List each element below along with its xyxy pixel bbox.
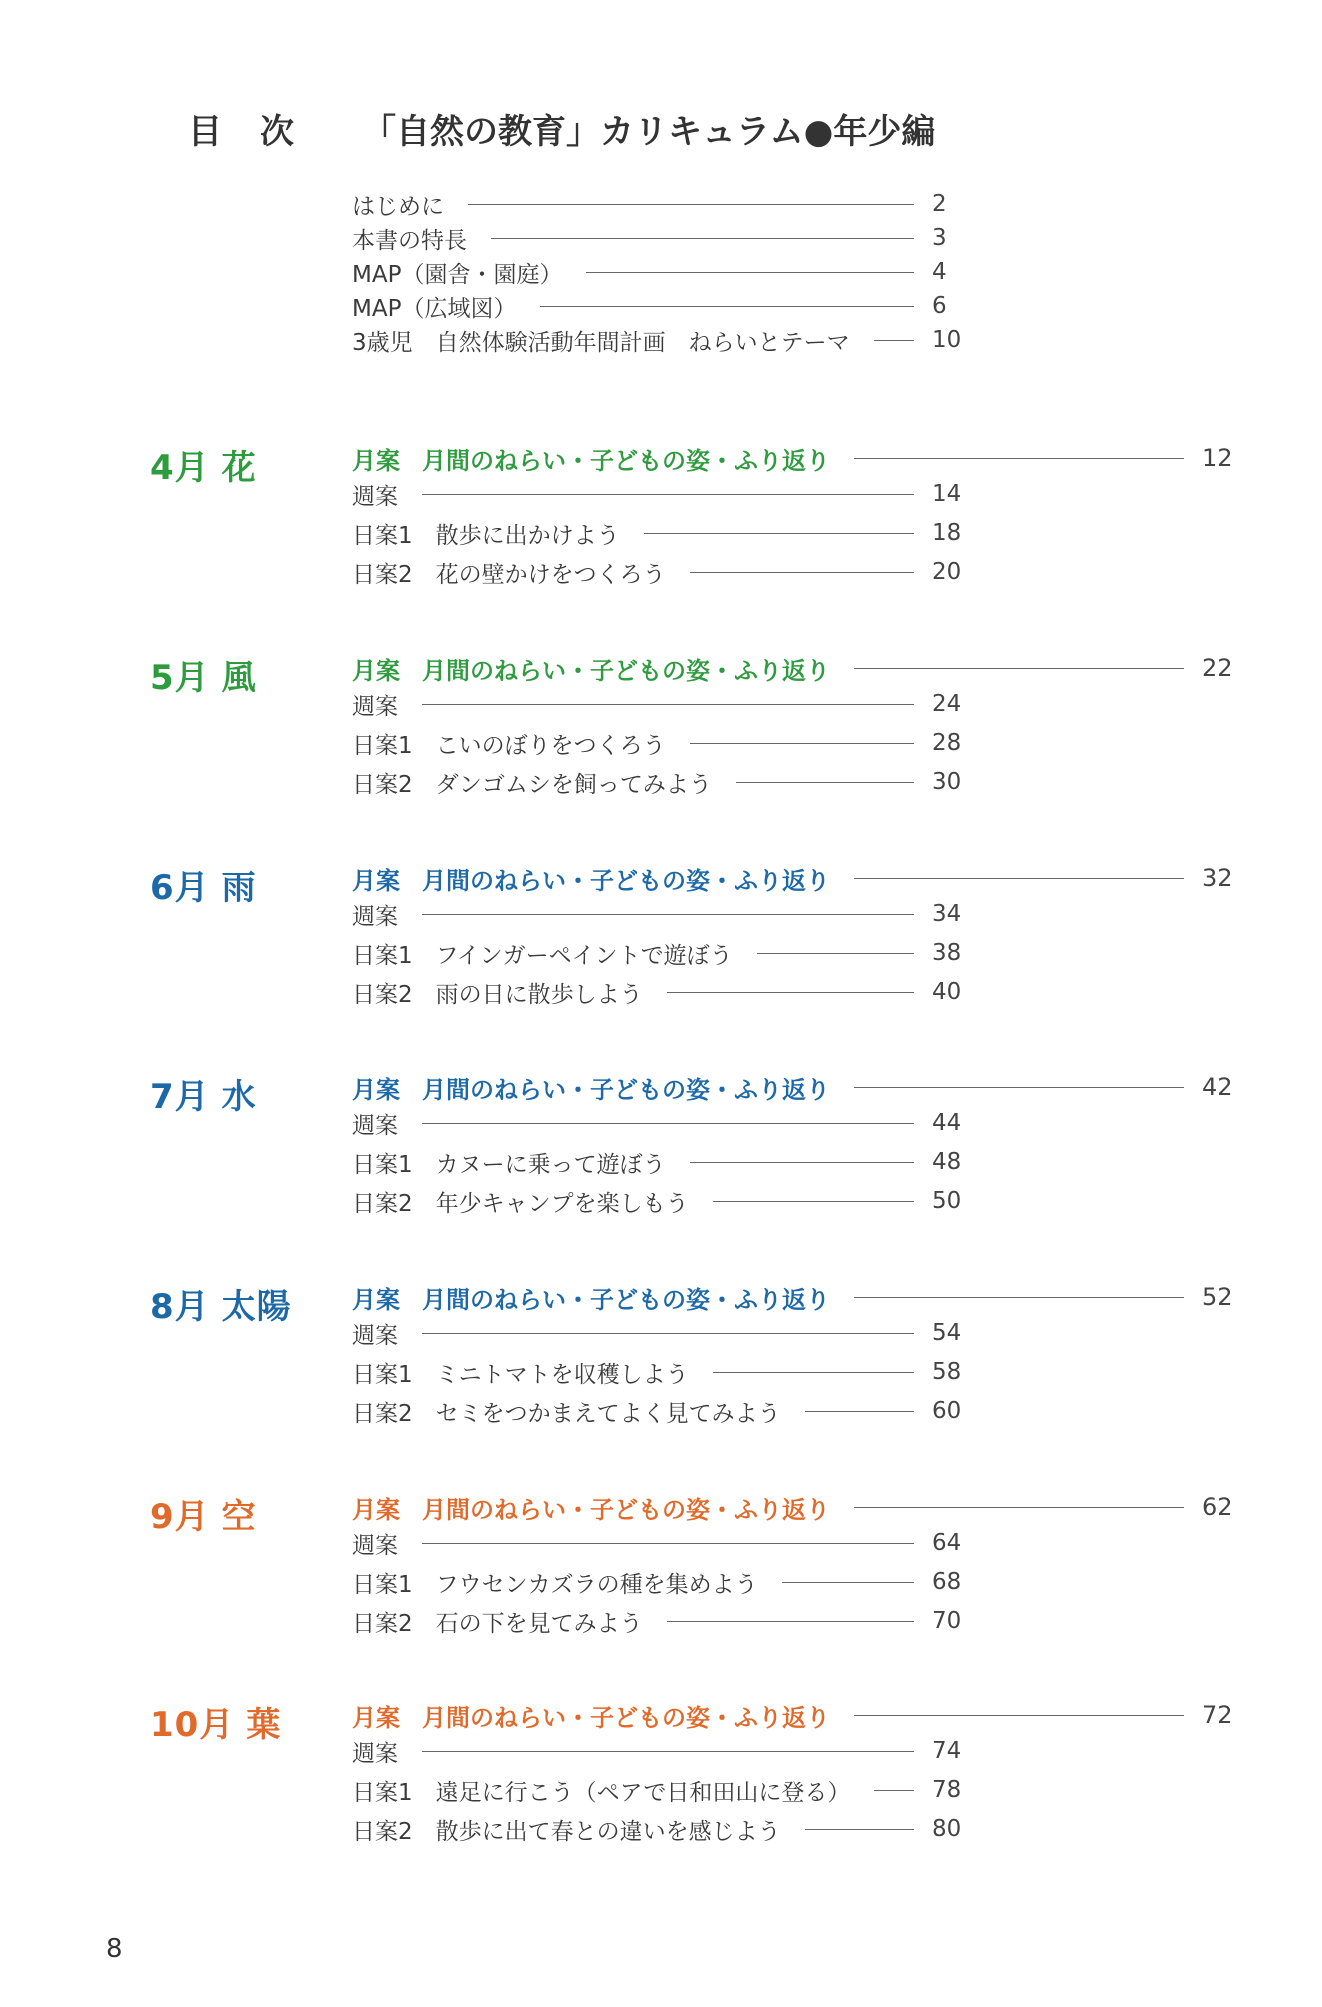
month-theme: 風: [221, 658, 257, 698]
monthly-plan-tag: 月案: [352, 1285, 400, 1314]
leader-line: [805, 1829, 914, 1830]
monthly-plan-tag: 月案: [352, 866, 400, 895]
leader-line: [805, 1411, 914, 1412]
month-theme: 太陽: [221, 1287, 292, 1327]
toc-entry[interactable]: [352, 325, 972, 355]
toc-entry-page: 80: [932, 1816, 962, 1842]
monthly-plan-entry[interactable]: [352, 653, 1242, 683]
leader-line: [422, 704, 914, 705]
toc-entry[interactable]: [352, 767, 972, 797]
month-heading: [150, 440, 257, 489]
toc-entry[interactable]: [352, 689, 972, 719]
monthly-plan-tag: 月案: [352, 1495, 400, 1524]
leader-line: [586, 272, 914, 273]
toc-entry-page: 48: [932, 1149, 962, 1175]
leader-line: [757, 953, 914, 954]
toc-entry-page: 28: [932, 730, 962, 756]
month-heading: [150, 1069, 257, 1118]
toc-entry[interactable]: [352, 938, 972, 968]
monthly-plan-entry[interactable]: [352, 443, 1242, 473]
toc-entry-page: 60: [932, 1398, 962, 1424]
toc-entry-page: 3: [932, 225, 947, 251]
toc-entry-label: 日案1 ミニトマトを収穫しよう: [352, 1361, 689, 1388]
month-heading: [150, 860, 257, 909]
toc-entry-page: 70: [932, 1608, 962, 1634]
toc-entry[interactable]: [352, 479, 972, 509]
toc-entry-label: 週案: [352, 1532, 398, 1559]
toc-entry-label: 日案1 フインガーペイントで遊ぼう: [352, 942, 733, 969]
toc-entry-page: 54: [932, 1320, 962, 1346]
leader-line: [854, 878, 1184, 879]
month-heading: [150, 1697, 281, 1746]
leader-line: [468, 204, 914, 205]
month-name: 9月: [150, 1497, 210, 1537]
month-heading: [150, 1489, 257, 1538]
toc-entry-page: 12: [1202, 444, 1233, 472]
leader-line: [422, 494, 914, 495]
toc-entry-label: 週案: [352, 903, 398, 930]
toc-entry-page: 50: [932, 1188, 962, 1214]
month-theme: 空: [221, 1497, 257, 1537]
leader-line: [782, 1582, 914, 1583]
monthly-plan-entry[interactable]: [352, 1282, 1242, 1312]
toc-entry-page: 6: [932, 293, 947, 319]
toc-entry-label: 日案1 カヌーに乗って遊ぼう: [352, 1151, 666, 1178]
toc-entry[interactable]: [352, 1396, 972, 1426]
toc-entry-label: 日案2 花の壁かけをつくろう: [352, 561, 666, 588]
toc-entry-page: 62: [1202, 1493, 1233, 1521]
leader-line: [422, 914, 914, 915]
month-name: 10月: [150, 1705, 235, 1745]
month-name: 5月: [150, 658, 210, 698]
toc-entry-label: 週案: [352, 1112, 398, 1139]
toc-entry-label: 日案1 こいのぼりをつくろう: [352, 732, 666, 759]
toc-entry-label: 月間のねらい・子どもの姿・ふり返り: [422, 656, 830, 685]
toc-entry[interactable]: [352, 257, 972, 287]
month-name: 7月: [150, 1077, 210, 1117]
toc-entry-page: 30: [932, 769, 962, 795]
leader-line: [736, 782, 914, 783]
leader-line: [540, 306, 914, 307]
toc-entry-label: 週案: [352, 693, 398, 720]
toc-entry[interactable]: [352, 518, 972, 548]
toc-entry-page: 24: [932, 691, 962, 717]
toc-entry-label: 月間のねらい・子どもの姿・ふり返り: [422, 866, 830, 895]
monthly-plan-entry[interactable]: [352, 1700, 1242, 1730]
toc-entry-page: 52: [1202, 1283, 1233, 1311]
toc-entry[interactable]: [352, 1147, 972, 1177]
month-name: 8月: [150, 1287, 210, 1327]
toc-entry-page: 58: [932, 1359, 962, 1385]
monthly-plan-entry[interactable]: [352, 1492, 1242, 1522]
toc-entry[interactable]: [352, 189, 972, 219]
toc-entry-page: 34: [932, 901, 962, 927]
page-number: 8: [106, 1934, 123, 1964]
toc-entry-label: 日案2 散歩に出て春との違いを感じよう: [352, 1818, 781, 1845]
month-theme: 葉: [246, 1705, 282, 1745]
toc-entry-page: 68: [932, 1569, 962, 1595]
leader-line: [422, 1751, 914, 1752]
toc-entry-label: 日案2 ダンゴムシを飼ってみよう: [352, 771, 712, 798]
leader-line: [667, 1621, 914, 1622]
toc-entry-label: 週案: [352, 1322, 398, 1349]
toc-entry-label: 本書の特長: [352, 227, 467, 254]
monthly-plan-tag: 月案: [352, 1703, 400, 1732]
toc-entry-label: 月間のねらい・子どもの姿・ふり返り: [422, 1495, 830, 1524]
toc-entry-label: 月間のねらい・子どもの姿・ふり返り: [422, 1285, 830, 1314]
toc-entry[interactable]: [352, 899, 972, 929]
toc-entry[interactable]: [352, 557, 972, 587]
leader-line: [854, 1297, 1184, 1298]
leader-line: [690, 743, 914, 744]
toc-entry-label: はじめに: [352, 193, 444, 220]
monthly-plan-entry[interactable]: [352, 1072, 1242, 1102]
leader-line: [713, 1372, 914, 1373]
toc-entry-label: MAP（広域図）: [352, 295, 517, 322]
toc-entry-page: 44: [932, 1110, 962, 1136]
toc-entry-page: 18: [932, 520, 962, 546]
leader-line: [854, 458, 1184, 459]
month-theme: 花: [221, 448, 257, 488]
leader-line: [491, 238, 914, 239]
toc-entry-page: 42: [1202, 1073, 1233, 1101]
toc-entry-label: 週案: [352, 483, 398, 510]
month-heading: [150, 650, 257, 699]
toc-entry-page: 10: [932, 327, 962, 353]
toc-entry-label: 3歳児 自然体験活動年間計画 ねらいとテーマ: [352, 329, 850, 356]
toc-entry-label: 月間のねらい・子どもの姿・ふり返り: [422, 1703, 830, 1732]
toc-entry-page: 22: [1202, 654, 1233, 682]
toc-entry-page: 64: [932, 1530, 962, 1556]
month-name: 4月: [150, 448, 210, 488]
toc-heading: 目 次: [188, 112, 296, 152]
toc-entry[interactable]: [352, 1567, 972, 1597]
toc-entry[interactable]: [352, 1606, 972, 1636]
toc-entry-label: 日案1 散歩に出かけよう: [352, 522, 620, 549]
monthly-plan-tag: 月案: [352, 446, 400, 475]
monthly-plan-tag: 月案: [352, 1075, 400, 1104]
toc-entry[interactable]: [352, 1775, 972, 1805]
leader-line: [854, 1715, 1184, 1716]
leader-line: [422, 1333, 914, 1334]
toc-entry[interactable]: [352, 977, 972, 1007]
toc-entry[interactable]: [352, 1736, 972, 1766]
toc-entry-page: 4: [932, 259, 947, 285]
leader-line: [644, 533, 914, 534]
toc-entry-page: 78: [932, 1777, 962, 1803]
leader-line: [854, 1507, 1184, 1508]
leader-line: [667, 992, 914, 993]
toc-entry-page: 20: [932, 559, 962, 585]
toc-entry[interactable]: [352, 1108, 972, 1138]
month-theme: 水: [221, 1077, 257, 1117]
leader-line: [422, 1543, 914, 1544]
toc-entry-page: 32: [1202, 864, 1233, 892]
toc-entry-page: 40: [932, 979, 962, 1005]
leader-line: [713, 1201, 914, 1202]
toc-entry[interactable]: [352, 1318, 972, 1348]
toc-entry-label: 日案2 年少キャンプを楽しもう: [352, 1190, 689, 1217]
toc-entry-label: 日案1 遠足に行こう（ペアで日和田山に登る）: [352, 1779, 851, 1806]
month-heading: [150, 1279, 292, 1328]
toc-entry-page: 74: [932, 1738, 962, 1764]
leader-line: [854, 668, 1184, 669]
leader-line: [854, 1087, 1184, 1088]
leader-line: [874, 340, 914, 341]
month-theme: 雨: [221, 868, 257, 908]
toc-entry-label: 日案2 石の下を見てみよう: [352, 1610, 643, 1637]
leader-line: [874, 1790, 914, 1791]
toc-entry[interactable]: [352, 1814, 972, 1844]
leader-line: [690, 1162, 914, 1163]
toc-entry-page: 2: [932, 191, 947, 217]
toc-entry[interactable]: [352, 1357, 972, 1387]
toc-entry-label: 月間のねらい・子どもの姿・ふり返り: [422, 1075, 830, 1104]
toc-entry-page: 38: [932, 940, 962, 966]
leader-line: [422, 1123, 914, 1124]
toc-entry-label: 日案1 フウセンカズラの種を集めよう: [352, 1571, 758, 1598]
toc-entry-page: 72: [1202, 1701, 1233, 1729]
toc-entry-label: 月間のねらい・子どもの姿・ふり返り: [422, 446, 830, 475]
toc-entry-label: MAP（園舎・園庭）: [352, 261, 563, 288]
monthly-plan-entry[interactable]: [352, 863, 1242, 893]
toc-entry-label: 週案: [352, 1740, 398, 1767]
toc-entry[interactable]: [352, 1186, 972, 1216]
toc-entry[interactable]: [352, 223, 972, 253]
toc-entry[interactable]: [352, 1528, 972, 1558]
monthly-plan-tag: 月案: [352, 656, 400, 685]
toc-entry[interactable]: [352, 728, 972, 758]
month-name: 6月: [150, 868, 210, 908]
toc-entry-label: 日案2 雨の日に散歩しよう: [352, 981, 643, 1008]
toc-entry-label: 日案2 セミをつかまえてよく見てみよう: [352, 1400, 781, 1427]
toc-entry[interactable]: [352, 291, 972, 321]
leader-line: [690, 572, 914, 573]
book-title: 「自然の教育」カリキュラム●年少編: [362, 112, 936, 152]
toc-entry-page: 14: [932, 481, 962, 507]
